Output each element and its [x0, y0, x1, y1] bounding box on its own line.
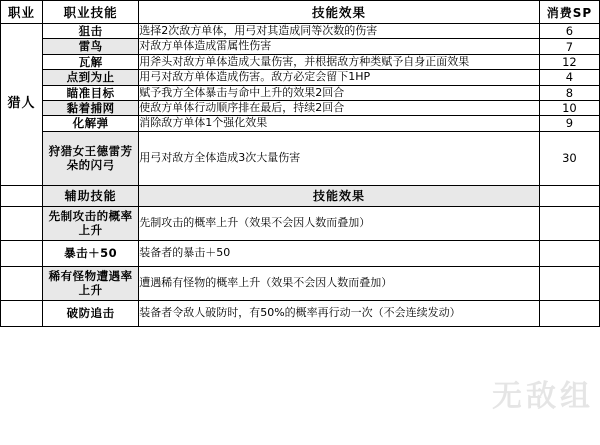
skill-effect: 用斧头对敌方单体造成大量伤害，并根据敌方种类赋予自身正面效果	[139, 54, 540, 69]
skill-name: 点到为止	[43, 70, 139, 85]
spacer-cell-left	[1, 206, 43, 240]
spacer-cell-right	[539, 240, 599, 266]
spacer-cell-right	[539, 206, 599, 240]
support-skill-name: 稀有怪物遭遇率上升	[43, 266, 139, 300]
table-row	[1, 131, 600, 185]
skill-name: 黏着捕网	[43, 100, 139, 115]
table-row	[1, 100, 600, 115]
support-header-effect: 技能效果	[139, 185, 540, 206]
skill-effect: 赋予我方全体暴击与命中上升的效果2回合	[139, 85, 540, 100]
table-row	[1, 85, 600, 100]
header-job: 职业	[1, 1, 43, 24]
skill-sp: 10	[539, 100, 599, 115]
skill-effect: 对敌方单体造成雷属性伤害	[139, 39, 540, 54]
skill-name: 瓦解	[43, 54, 139, 69]
skill-name: 雷鸟	[43, 39, 139, 54]
support-skill-effect: 遭遇稀有怪物的概率上升（效果不会因人数而叠加）	[139, 266, 540, 300]
skill-effect: 使敌方单体行动顺序排在最后，持续2回合	[139, 100, 540, 115]
table-row	[1, 300, 600, 326]
table-row	[1, 206, 600, 240]
table-row	[1, 70, 600, 85]
table-header-row	[1, 1, 600, 24]
skill-effect: 用弓对敌方全体造成3次大量伤害	[139, 131, 540, 185]
skill-name: 狩猎女王德雷芳朵的闪弓	[43, 131, 139, 185]
support-header-row	[1, 185, 600, 206]
spacer-cell-left	[1, 240, 43, 266]
spacer-cell-left	[1, 300, 43, 326]
skill-name: 化解弹	[43, 116, 139, 131]
spacer-cell-left	[1, 266, 43, 300]
skill-effect: 选择2次敌方单体，用弓对其造成同等次数的伤害	[139, 24, 540, 39]
table-row	[1, 266, 600, 300]
table-row	[1, 39, 600, 54]
header-skill: 职业技能	[43, 1, 139, 24]
header-effect: 技能效果	[139, 1, 540, 24]
header-sp: 消费SP	[539, 1, 599, 24]
skill-effect: 消除敌方单体1个强化效果	[139, 116, 540, 131]
skill-sp: 4	[539, 70, 599, 85]
support-skill-effect: 先制攻击的概率上升（效果不会因人数而叠加）	[139, 206, 540, 240]
table-row	[1, 116, 600, 131]
table-row	[1, 240, 600, 266]
support-skill-name: 暴击＋50	[43, 240, 139, 266]
support-skill-name: 先制攻击的概率上升	[43, 206, 139, 240]
skill-sp: 6	[539, 24, 599, 39]
table-row	[1, 54, 600, 69]
support-skill-name: 破防追击	[43, 300, 139, 326]
support-skill-effect: 装备者令敌人破防时，有50%的概率再行动一次（不会连续发动）	[139, 300, 540, 326]
support-skill-effect: 装备者的暴击＋50	[139, 240, 540, 266]
skill-name: 瞄准目标	[43, 85, 139, 100]
spacer-cell-right	[539, 185, 599, 206]
skill-name: 狙击	[43, 24, 139, 39]
skill-effect: 用弓对敌方单体造成伤害。敌方必定会留下1HP	[139, 70, 540, 85]
spacer-cell-right	[539, 300, 599, 326]
skill-sp: 8	[539, 85, 599, 100]
watermark-text: 无敌组	[492, 379, 594, 414]
spacer-cell-right	[539, 266, 599, 300]
skill-sp: 12	[539, 54, 599, 69]
support-header-skill: 辅助技能	[43, 185, 139, 206]
skill-sp: 7	[539, 39, 599, 54]
job-name-cell: 猎人	[1, 24, 43, 186]
skill-sp: 30	[539, 131, 599, 185]
table-row	[1, 24, 600, 39]
spacer-cell-left	[1, 185, 43, 206]
skill-sp: 9	[539, 116, 599, 131]
